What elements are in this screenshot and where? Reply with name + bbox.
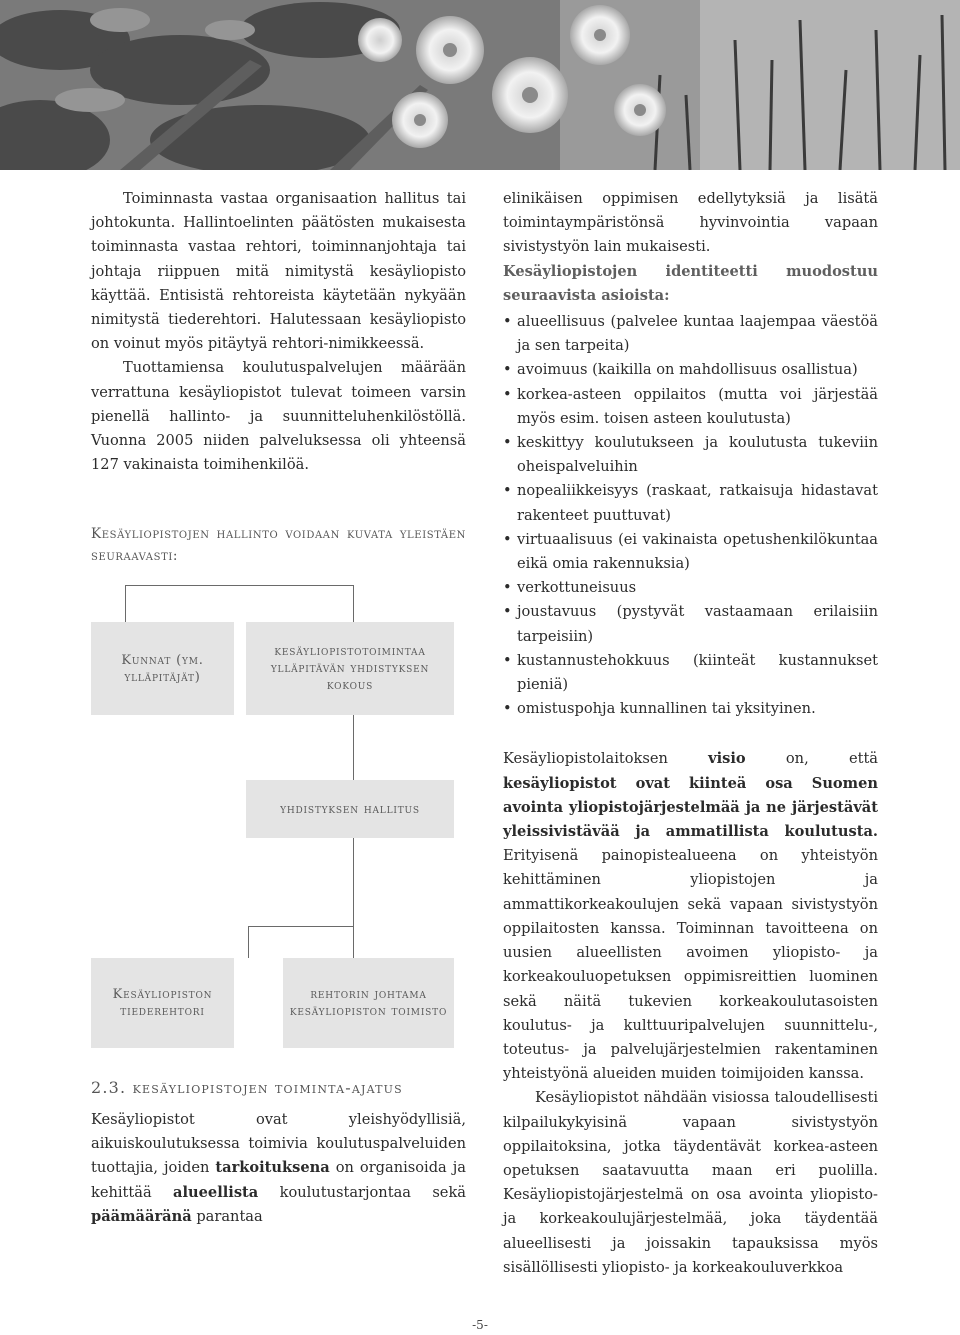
- paragraph-vision: Kesäyliopistolaitoksen visio on, että kesäyliopistot ovat kiinteä osa Suomen avointa yliopistojärjestelmää ja ne järjestävät yleissivistävää ja ammatillista koulutusta. Erityisenä painopistealueena on yhteistyön kehittäminen yliopistojen ja ammattikorkeakoulujen sekä vapaan sivistystyön oppilaitosten kanssa. Toiminnan tavoitteena on uusien alueellisten avoimen yliopisto- ja korkeakouluopetuksen oppimisreittien luominen sekä näitä tukevien korkeakoulutasoisten koulutus- ja kulttuuripalvelujen suunnittelu-, toteutus- ja palvelujärjestelmien rakentaminen yhteistyönä alueiden muiden toimijoiden kanssa.: [503, 750, 879, 1083]
- paragraph-staff: Tuottamiensa koulutuspalvelujen määrään verrattuna kesäyliopistot tulevat toimeen varsin pienellä hallinto- ja suunnitteluhenkilöstöllä. Vuonna 2005 niiden palveluksessa oli yhteensä 127 vakinaista toimihenkilöä.: [91, 359, 466, 474]
- list-item: • joustavuus (pystyvät vastaamaan erilaisiin tarpeisiin): [503, 600, 878, 648]
- list-item: • korkea-asteen oppilaitos (mutta voi järjestää myös esim. toisen asteen koulutusta): [503, 383, 878, 431]
- paragraph-competitiveness: Kesäyliopistot nähdään visiossa taloudellisesti kilpailukykyisinä vapaan sivistystyön oppilaitoksina, jotka täydentävät korkea-asteen opetuksen saatavuutta maan eri puolilla. Kesäyliopistojärjestelmä on osa avointa yliopisto- ja korkeakoulujärjestelmää, joka täydentää alueellisesti ja joissakin tapauksissa myös sisällöllisesti yliopisto- ja korkeakouluverkkoa: [503, 1089, 878, 1276]
- list-item: • omistuspohja kunnallinen tai yksityinen.: [503, 697, 878, 721]
- page-number: -5-: [472, 1318, 488, 1332]
- box-toimisto: [283, 958, 454, 1048]
- box-toimisto-label: rehtorin johtama kesäyliopiston toimisto: [289, 987, 448, 1019]
- connector-bottom-horizontal: [248, 926, 354, 927]
- list-item: • nopealiikkeisyys (raskaat, ratkaisuja hidastavat rakenteet puuttuvat): [503, 479, 878, 527]
- section-body: [91, 1108, 466, 1229]
- list-item: • alueellisuus (palvelee kuntaa laajempaa väestöä ja sen tarpeita): [503, 310, 878, 358]
- box-yhdistyksen-kokous: [246, 622, 454, 715]
- box-kunnat: [91, 622, 234, 715]
- header-photo-banner: [0, 0, 960, 170]
- list-item: • avoimuus (kaikilla on mahdollisuus osallistua): [503, 358, 878, 382]
- connector-kunnat: [125, 585, 126, 622]
- list-item: • verkottuneisuus: [503, 576, 878, 600]
- flower-photo: [0, 0, 960, 170]
- section-heading-2-3: 2.3. kesäyliopistojen toiminta-ajatus: [91, 1078, 403, 1097]
- connector-hallitus-down: [353, 838, 354, 926]
- connector-kokous: [353, 585, 354, 622]
- box-yhdistyksen-hallitus: [246, 780, 454, 838]
- connector-kokous-hallitus: [353, 715, 354, 780]
- box-tiederehtori-label: Kesäyliopiston tiederehtori: [112, 987, 213, 1019]
- left-column: [91, 187, 466, 567]
- paragraph-governance: Toiminnasta vastaa organisaation hallitus tai johtokunta. Hallintoelinten päätösten mukaisesta toiminnasta vastaa rehtori, toiminnanjohtaja tai johtaja riippuen mitä nimitystä kesäyliopisto käyttää. Entisistä rehtoreista käytetään nykyään nimitystä tiederehtori. Halutessaan kesäyliopisto on voinut myös pitäytyä rehtori-nimikkeessä.: [91, 190, 466, 353]
- identity-list: [503, 310, 878, 721]
- box-kunnat-label: Kunnat (ym. ylläpitäjät): [121, 652, 204, 685]
- box-kokous-label: kesäyliopistotoimintaa ylläpitävän yhdistyksen kokous: [270, 644, 430, 693]
- identity-heading: Kesäyliopistojen identiteetti muodostuu seuraavista asioista:: [503, 262, 878, 304]
- right-column: [503, 187, 878, 1280]
- list-item: • keskittyy koulutukseen ja koulutusta tukeviin oheispalveluihin: [503, 431, 878, 479]
- org-chart-caption: Kesäyliopistojen hallinto voidaan kuvata yleistäen seuraavasti:: [91, 526, 466, 565]
- paragraph-continuation: elinikäisen oppimisen edellytyksiä ja lisätä toimintaympäristönsä hyvinvointia vapaan sivistystyön lain mukaisesti.: [503, 190, 878, 256]
- paragraph-mission: Kesäyliopistot ovat yleishyödyllisiä, aikuiskoulutuksessa toimivia koulutuspalveluiden tuottajia, joiden tarkoituksena on organisoida ja kehittää alueellista koulutustarjontaa sekä päämääränä parantaa: [91, 1111, 466, 1225]
- box-tiederehtori: [91, 958, 234, 1048]
- list-item: • kustannustehokkuus (kiinteät kustannukset pieniä): [503, 649, 878, 697]
- list-item: • virtuaalisuus (ei vakinaista opetushenkilökuntaa eikä omia rakennuksia): [503, 528, 878, 576]
- connector-tiederehtori: [248, 926, 249, 958]
- connector-toimisto: [353, 926, 354, 958]
- connector-top-horizontal: [125, 585, 353, 586]
- box-hallitus-label: yhdistyksen hallitus: [280, 801, 420, 817]
